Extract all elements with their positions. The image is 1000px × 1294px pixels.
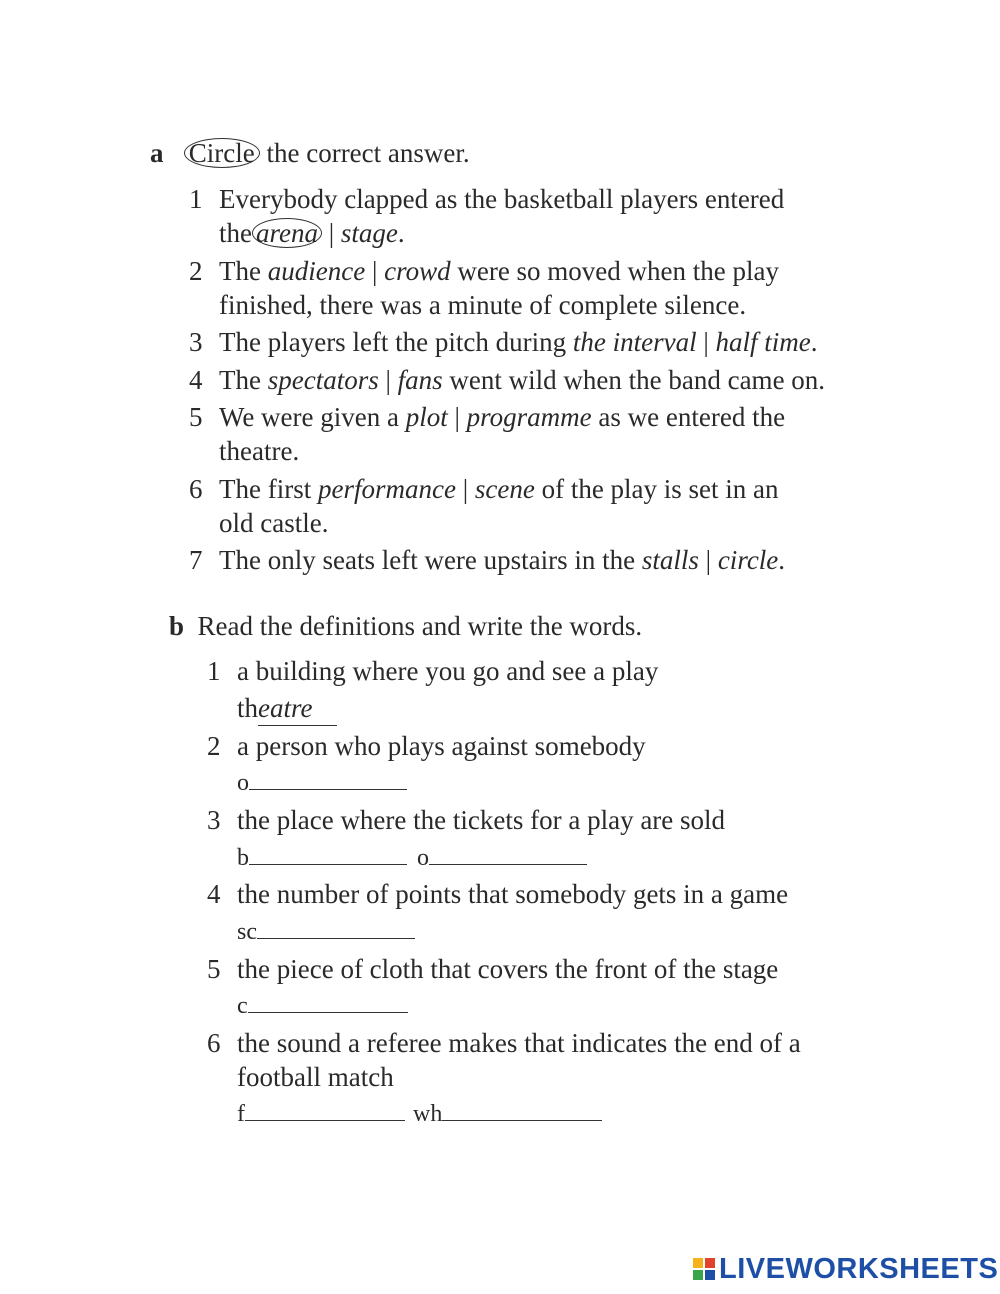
- text-fragment: the: [219, 218, 252, 248]
- separator: |: [378, 365, 398, 395]
- text-fragment: The first: [219, 474, 318, 504]
- word-prefix: sc: [237, 919, 257, 945]
- option-programme[interactable]: programme: [466, 402, 592, 432]
- item-text: [219, 543, 785, 577]
- answer-field[interactable]: [248, 990, 408, 1013]
- text-fragment: The players left the pitch during: [219, 327, 573, 357]
- logo-square: [705, 1258, 715, 1268]
- logo-square: [693, 1258, 703, 1268]
- definition-text: a building where you go and see a play: [237, 656, 659, 686]
- answer-line: [237, 766, 407, 800]
- item-number: 1: [189, 184, 203, 214]
- option-fans[interactable]: fans: [397, 365, 443, 395]
- option-stage[interactable]: stage: [340, 218, 398, 248]
- word-prefix: th: [237, 693, 259, 723]
- separator: |: [698, 545, 718, 575]
- definition-text: the piece of cloth that covers the front of the stage: [237, 954, 779, 984]
- item-number: 2: [189, 256, 203, 286]
- text-fragment: The: [219, 365, 268, 395]
- text-fragment: of the play is set in an: [534, 474, 779, 504]
- separator: |: [696, 327, 716, 357]
- definition-text: the sound a referee makes that indicates the end of a: [237, 1028, 801, 1058]
- section-a-label: a: [150, 138, 164, 168]
- answer-field[interactable]: [257, 916, 415, 939]
- definition-text: the number of points that somebody gets in a game: [237, 879, 789, 909]
- item-number: 3: [189, 327, 203, 357]
- item-number: 6: [207, 1028, 221, 1058]
- option-text: arena: [256, 218, 318, 248]
- section-a-instruction: [150, 136, 470, 170]
- logo-square: [693, 1270, 703, 1280]
- word-prefix: f: [237, 1101, 245, 1127]
- item-number: 3: [207, 805, 221, 835]
- answer-field[interactable]: [245, 1098, 405, 1121]
- text-fragment: .: [397, 218, 405, 248]
- item-number: 6: [189, 474, 203, 504]
- separator: |: [322, 218, 341, 248]
- answer-line: [237, 841, 587, 875]
- option-half-time[interactable]: half time: [715, 327, 811, 357]
- option-stalls[interactable]: stalls: [641, 545, 699, 575]
- item-text: old castle.: [219, 508, 329, 538]
- text-fragment: were so moved when the play: [450, 256, 779, 286]
- word-prefix: b: [237, 845, 249, 871]
- answer-line: [237, 989, 408, 1023]
- text-fragment: We were given a: [219, 402, 406, 432]
- option-scene[interactable]: scene: [474, 474, 535, 504]
- item-number: 5: [207, 954, 221, 984]
- item-text: Everybody clapped as the basketball players entered: [219, 184, 785, 214]
- word-prefix: o: [237, 770, 249, 796]
- item-text: [219, 400, 785, 434]
- separator: |: [365, 256, 385, 286]
- item-text: finished, there was a minute of complete silence.: [219, 290, 747, 320]
- item-number: 2: [207, 731, 221, 761]
- item-number: 5: [189, 402, 203, 432]
- option-crowd[interactable]: crowd: [384, 256, 451, 286]
- separator: |: [455, 474, 475, 504]
- option-plot[interactable]: plot: [405, 402, 448, 432]
- answer-field[interactable]: [249, 767, 407, 790]
- definition-text: a person who plays against somebody: [237, 731, 646, 761]
- item-text: theatre.: [219, 436, 300, 466]
- definition-text: football match: [237, 1062, 394, 1092]
- liveworksheets-logo: [693, 1252, 998, 1286]
- logo-text: LIVEWORKSHEETS: [719, 1252, 999, 1285]
- item-text: [219, 363, 825, 397]
- item-text: [219, 472, 779, 506]
- option-spectators[interactable]: spectators: [267, 365, 379, 395]
- text-fragment: The only seats left were upstairs in the: [219, 545, 642, 575]
- text-fragment: as we entered the: [591, 402, 786, 432]
- item-number: 4: [189, 365, 203, 395]
- answer-line: [237, 915, 415, 949]
- answer-line: [237, 1097, 602, 1131]
- option-the-interval[interactable]: the interval: [572, 327, 697, 357]
- item-number: 7: [189, 545, 203, 575]
- text-fragment: went wild when the band came on.: [442, 365, 826, 395]
- word-prefix: o: [417, 845, 429, 871]
- text-fragment: .: [810, 327, 818, 357]
- text-fragment: .: [778, 545, 786, 575]
- item-number: 4: [207, 879, 221, 909]
- option-arena[interactable]: [252, 218, 322, 248]
- answer-field[interactable]: [442, 1098, 602, 1121]
- word-prefix: wh: [413, 1101, 443, 1127]
- answer-line: [237, 691, 337, 726]
- option-circle[interactable]: circle: [717, 545, 779, 575]
- word-prefix: c: [237, 993, 248, 1019]
- answer-field[interactable]: [249, 842, 407, 865]
- answer-field[interactable]: eatre: [258, 691, 336, 726]
- logo-icon: [693, 1258, 715, 1280]
- item-text: [219, 254, 779, 288]
- logo-square: [705, 1270, 715, 1280]
- definition-text: the place where the tickets for a play are sold: [237, 805, 726, 835]
- separator: |: [447, 402, 467, 432]
- instruction-text: the correct answer.: [266, 138, 470, 168]
- item-1-choice-line: [219, 216, 405, 250]
- section-b-label: b: [169, 611, 185, 641]
- answer-field[interactable]: [429, 842, 587, 865]
- instruction-text: Read the definitions and write the words.: [197, 611, 643, 641]
- text-fragment: The: [219, 256, 268, 286]
- option-performance[interactable]: performance: [317, 474, 456, 504]
- section-b-instruction: [169, 609, 642, 643]
- item-number: 1: [207, 656, 221, 686]
- item-text: [219, 325, 818, 359]
- option-audience[interactable]: audience: [267, 256, 366, 286]
- circled-word: Circle: [184, 138, 260, 168]
